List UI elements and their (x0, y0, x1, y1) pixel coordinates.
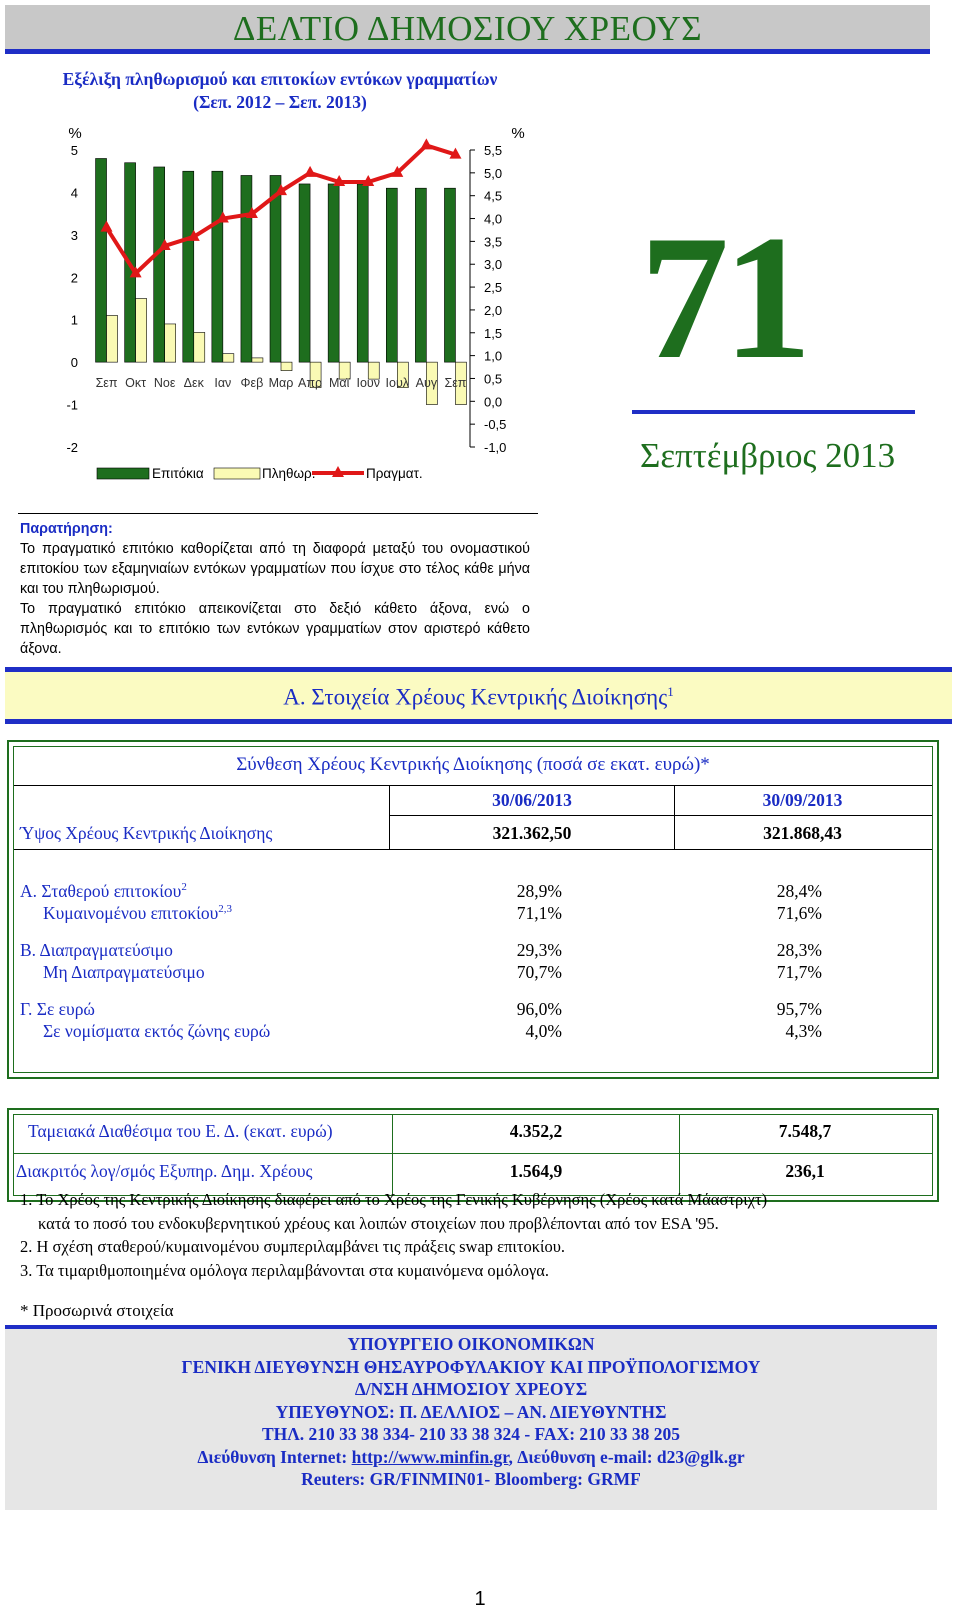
left-axis-tick: -1 (66, 397, 78, 413)
category-label: Ιουλ (385, 376, 410, 391)
category-label: Οκτ (125, 376, 147, 391)
internet-line: Διεύθυνση Internet: http://www.minfin.gr, Διεύθυνση e-mail: d23@glk.gr (197, 1446, 745, 1467)
inflation-bar (136, 299, 147, 363)
website-link[interactable]: http://www.minfin.gr (351, 1446, 509, 1467)
footnote-1: 1. Το Χρέος της Κεντρικής Διοίκησης διαφέρει από το Χρέος της Γενικής Κυβέρνησης (Χρέος κατά Μάαστριχτ) (20, 1190, 768, 1209)
note-divider (18, 513, 538, 514)
section-a-title (5, 684, 952, 711)
category-label: Απρ (298, 376, 323, 391)
left-axis-tick: 5 (70, 143, 78, 158)
issue-month: Σεπτέμβριος 2013 (640, 436, 896, 475)
section-a-title-text: Α. Στοιχεία Χρέους Κεντρικής Διοίκησης (283, 684, 668, 710)
right-axis-tick: 0,0 (484, 394, 503, 410)
directorate: Δ/ΝΣΗ ΔΗΜΟΣΙΟΥ ΧΡΕΟΥΣ (354, 1379, 588, 1399)
page-number: 1 (474, 1588, 486, 1610)
phone-fax: ΤΗΛ. 210 33 38 334- 210 33 38 324 - FAX: 210 33 38 205 (261, 1424, 681, 1444)
inflation-bar (281, 362, 292, 370)
debt-table-title: Σύνθεση Χρέους Κεντρικής Διοίκησης (ποσά σε εκατ. ευρώ)* (236, 754, 710, 775)
cash-table-rule (14, 1153, 932, 1154)
euro-label: Γ. Σε ευρώ (20, 999, 95, 1019)
non-tradable-label: Μη Διαπραγματεύσιμο (43, 962, 205, 982)
left-axis-tick: 0 (70, 355, 78, 371)
debt-service-account-q3: 236,1 (785, 1161, 825, 1181)
title-bar (5, 5, 930, 54)
floating-rate-q2: 71,1% (516, 903, 562, 923)
rate-bar (299, 184, 310, 362)
category-label: Σεπ (444, 376, 467, 391)
footnotes (20, 1188, 930, 1282)
right-axis-tick: 3,0 (484, 257, 503, 273)
real-rate-marker (420, 138, 432, 149)
right-axis-tick: 4,0 (484, 211, 503, 227)
floating-rate-q3: 71,6% (776, 903, 822, 923)
cash-reserves-q3: 7.548,7 (778, 1121, 832, 1141)
rate-bar (444, 188, 455, 362)
inflation-bar (107, 315, 118, 362)
internet-label: Διεύθυνση Internet (197, 1446, 342, 1467)
debt-table-rule (14, 785, 932, 786)
right-axis-unit: % (511, 125, 525, 142)
category-label: Ιουν (356, 376, 380, 391)
fixed-rate-label-text: Α. Σταθερού επιτοκίου (20, 881, 182, 901)
debt-service-account-q2: 1.564,9 (509, 1161, 563, 1181)
left-axis-unit: % (68, 125, 82, 142)
legend-inflation-label: Πληθωρ. (262, 466, 316, 481)
responsible-person: ΥΠΕΥΘΥΝΟΣ: Π. ΔΕΛΛΙΟΣ – ΑΝ. ΔΙΕΥΘΥΝΤΗΣ (275, 1401, 667, 1422)
ministry-lines (5, 1333, 937, 1491)
inflation-chart (0, 120, 560, 500)
inflation-bar (252, 358, 263, 362)
non-euro-q3: 4,3% (785, 1021, 822, 1041)
footnote-2: 2. Η σχέση σταθερού/κυμαινομένου συμπεριλαμβάνει τις πράξεις swap επιτοκίου. (20, 1237, 566, 1256)
fixed-rate-q3: 28,4% (776, 881, 822, 901)
ministry-contact-box (5, 1325, 937, 1510)
rate-bar (328, 184, 339, 362)
section-a-header (5, 667, 952, 724)
rate-bar (270, 175, 281, 362)
directorate-general: ΓΕΝΙΚΗ ΔΙΕΥΘΥΝΣΗ ΘΗΣΑΥΡΟΦΥΛΑΚΙΟΥ ΚΑΙ ΠΡΟΫΠΟΛΟΓΙΣΜΟΥ (181, 1356, 761, 1377)
email-text: , Διεύθυνση e-mail: d23@glk.gr (508, 1446, 745, 1467)
right-axis-tick: 0,5 (484, 371, 503, 387)
footnote-3: 3. Τα τιμαριθμοποιημένα ομόλογα περιλαμβάνονται στα κυμαινόμενα ομόλογα. (20, 1260, 550, 1280)
cash-reserves-q2: 4.352,2 (509, 1121, 563, 1141)
euro-q2: 96,0% (516, 999, 562, 1019)
non-tradable-q2: 70,7% (516, 962, 562, 982)
left-axis-tick: 3 (70, 227, 78, 243)
right-axis-tick: 1,5 (484, 325, 503, 341)
rate-bar (183, 171, 194, 362)
section-a-footnote-ref: 1 (667, 684, 674, 699)
legend-inflation-swatch (214, 468, 260, 479)
non-euro-q2: 4,0% (525, 1021, 562, 1041)
chart-title (30, 68, 530, 114)
reuters-bloomberg: Reuters: GR/FINMIN01- Bloomberg: GRMF (301, 1469, 641, 1489)
inflation-bar (223, 354, 234, 362)
ministry-name: ΥΠΟΥΡΓΕΙΟ ΟΙΚΟΝΟΜΙΚΩΝ (347, 1334, 595, 1354)
rate-bar (386, 188, 397, 362)
cash-reserves-label: Ταμειακά Διαθέσιμα του Ε. Δ. (εκατ. ευρώ) (28, 1121, 333, 1141)
category-label: Αυγ (415, 376, 438, 391)
rate-bar (96, 158, 107, 362)
page-title: ΔΕΛΤΙΟ ΔΗΜΟΣΙΟΥ ΧΡΕΟΥΣ (232, 9, 703, 48)
tradable-q3: 28,3% (776, 940, 822, 960)
col-header-q3: 30/09/2013 (762, 790, 843, 810)
real-rate-marker (304, 166, 316, 177)
right-axis-tick: 5,5 (484, 143, 503, 158)
category-label: Μαϊ (328, 376, 350, 391)
total-debt-q2: 321.362,50 (492, 823, 572, 843)
tradable-q2: 29,3% (516, 940, 562, 960)
inflation-bar (165, 324, 176, 362)
col-header-q2: 30/06/2013 (492, 790, 572, 810)
right-axis-tick: 2,0 (484, 302, 503, 318)
note-paragraph-2: Το πραγματικό επιτόκιο απεικονίζεται στο δεξιό κάθετο άξονα, ενώ ο πληθωρισμός και το επιτόκιο των εντόκων γραμματίων στον αριστερό κάθετο άξονα. (20, 601, 530, 657)
debt-service-account-label: Διακριτός λογ/σμός Εξυπηρ. Δημ. Χρέους (16, 1161, 313, 1181)
right-axis-tick: 1,0 (484, 348, 503, 364)
non-euro-label: Σε νομίσματα εκτός ζώνης ευρώ (43, 1021, 271, 1041)
fixed-rate-footnote-ref: 2 (181, 881, 187, 894)
category-label: Σεπ (95, 376, 118, 391)
note-title: Παρατήρηση: (20, 521, 113, 537)
right-axis-tick: 5,0 (484, 165, 503, 181)
rate-bar (241, 175, 252, 362)
note (20, 519, 530, 659)
issue-number: 71 (640, 198, 806, 396)
category-label: Ιαν (214, 376, 232, 391)
debt-table-rule (389, 815, 932, 816)
floating-rate-footnote-ref: 2,3 (218, 903, 233, 916)
chart-title-line2: (Σεπ. 2012 – Σεπ. 2013) (193, 92, 367, 112)
rate-bar (357, 184, 368, 362)
cash-table-frame (13, 1114, 933, 1196)
issue-rule (632, 410, 915, 414)
category-label: Νοε (153, 376, 176, 391)
legend-rate-swatch (97, 468, 149, 479)
debt-table-frame (13, 746, 933, 1073)
right-axis-tick: -0,5 (484, 417, 507, 433)
fixed-rate-label (20, 881, 187, 902)
total-debt-q3: 321.868,43 (763, 823, 842, 843)
footnote-1-cont: κατά το ποσό του ενδοκυβερνητικού χρέους και λοιπών στοιχείων που προβλέπονται από τον ESA '95. (38, 1213, 719, 1233)
note-paragraph-1: Το πραγματικό επιτόκιο καθορίζεται από τη διαφορά μεταξύ του ονομαστικού επιτοκίου των εξαμηνιαίων εντόκων γραμματίων που ίσχυε στο τέλος κάθε μήνα και του πληθωρισμού. (20, 541, 530, 597)
floating-rate-label-text: Κυμαινομένου επιτοκίου (43, 903, 219, 923)
right-axis-tick: 2,5 (484, 280, 503, 296)
legend-rate-label: Επιτόκια (152, 466, 204, 481)
total-debt-label: Ύψος Χρέους Κεντρικής Διοίκησης (20, 823, 273, 843)
non-tradable-q3: 71,7% (776, 962, 822, 982)
category-label: Φεβ (240, 376, 264, 391)
left-axis-tick: 4 (70, 185, 78, 201)
left-axis-tick: 2 (70, 270, 78, 286)
rate-bar (212, 171, 223, 362)
euro-q3: 95,7% (776, 999, 822, 1019)
right-axis-tick: -1,0 (484, 440, 507, 455)
debt-table-rule (14, 849, 932, 850)
right-axis-tick: 3,5 (484, 234, 503, 250)
tradable-label: Β. Διαπραγματεύσιμο (20, 940, 173, 960)
category-label: Μαρ (268, 376, 294, 391)
provisional-note: * Προσωρινά στοιχεία (20, 1301, 174, 1320)
right-axis-tick: 4,5 (484, 188, 503, 204)
left-axis-tick: -2 (66, 440, 78, 455)
left-axis-tick: 1 (70, 312, 78, 328)
floating-rate-label (43, 903, 232, 924)
fixed-rate-q2: 28,9% (516, 881, 562, 901)
rate-bar (415, 188, 426, 362)
debt-composition-table (7, 740, 939, 1079)
category-label: Δεκ (183, 376, 204, 391)
chart-title-line1: Εξέλιξη πληθωρισμού και επιτοκίων εντόκων γραμματίων (62, 69, 498, 89)
inflation-bar (194, 332, 205, 362)
rate-bar (154, 167, 165, 362)
legend-real-label: Πραγματ. (366, 466, 423, 481)
